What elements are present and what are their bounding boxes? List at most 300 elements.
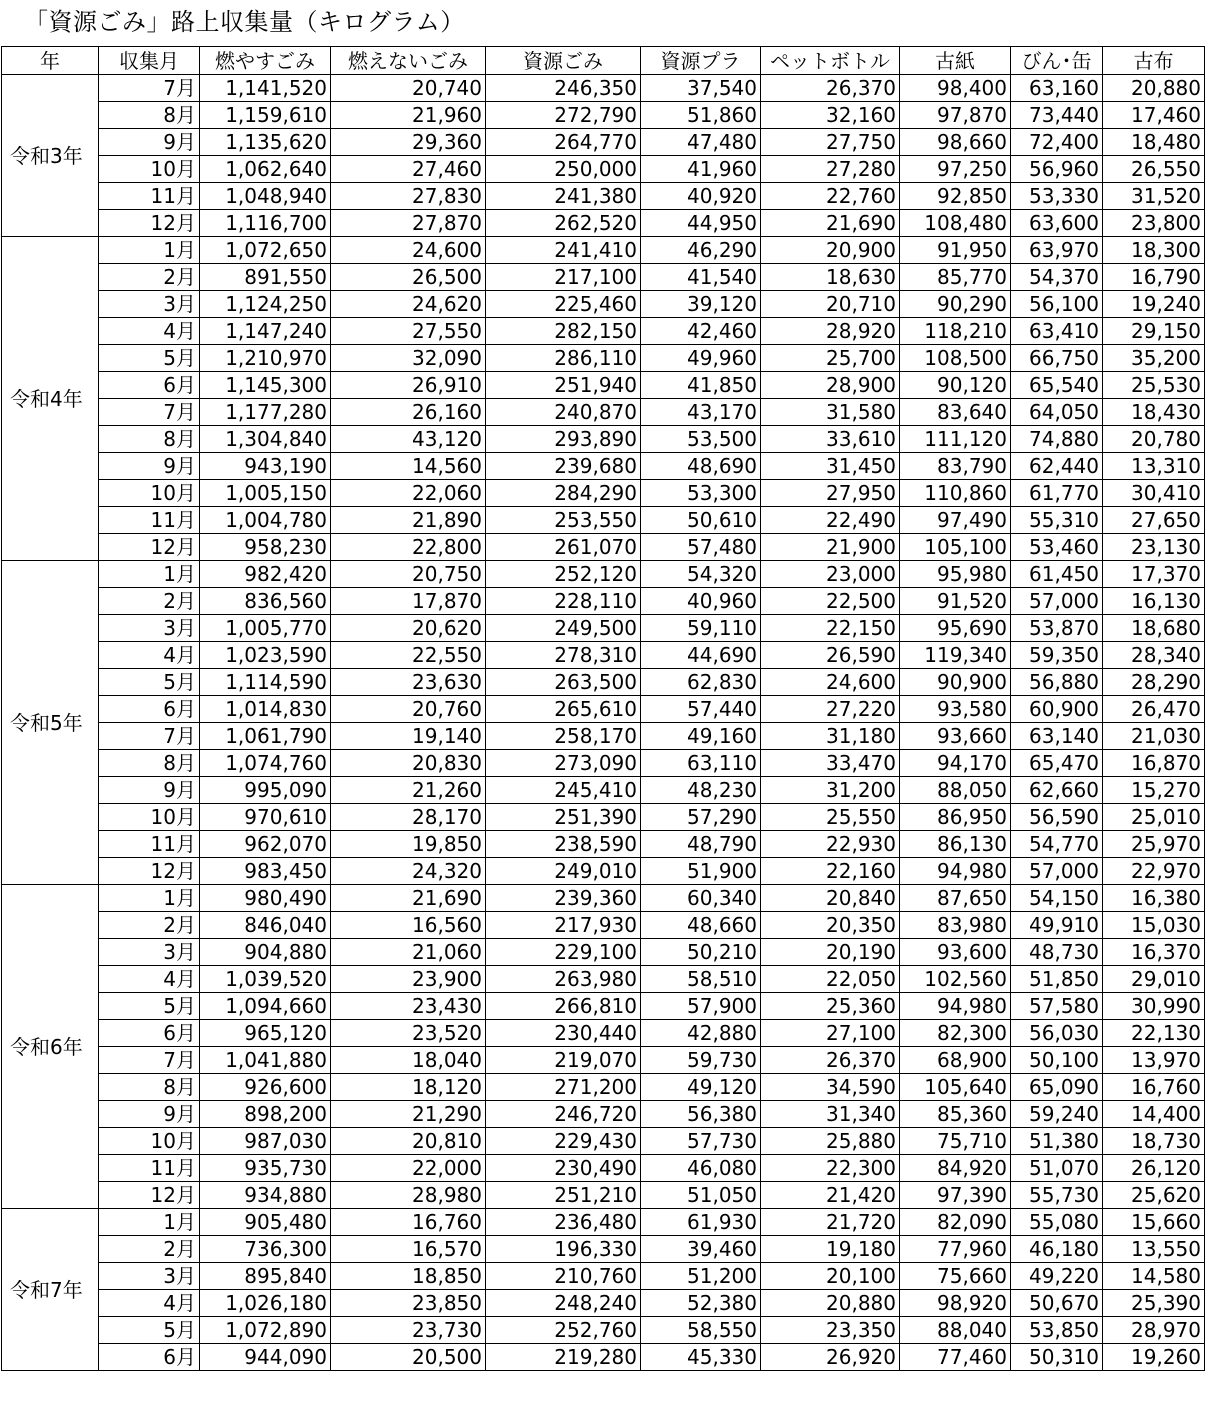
value-cell: 983,450 [200, 858, 331, 885]
table-row [2, 1047, 1205, 1074]
month-cell: 2月 [99, 264, 200, 291]
value-cell: 26,160 [331, 399, 486, 426]
value-cell: 24,600 [331, 237, 486, 264]
value-cell: 94,980 [900, 858, 1011, 885]
month-cell: 6月 [99, 1344, 200, 1371]
value-cell: 17,460 [1103, 102, 1205, 129]
value-cell: 20,710 [761, 291, 900, 318]
value-cell: 62,830 [641, 669, 761, 696]
value-cell: 59,110 [641, 615, 761, 642]
value-cell: 52,380 [641, 1290, 761, 1317]
value-cell: 17,870 [331, 588, 486, 615]
value-cell: 48,730 [1011, 939, 1103, 966]
value-cell: 895,840 [200, 1263, 331, 1290]
value-cell: 261,070 [486, 534, 641, 561]
value-cell: 20,880 [761, 1290, 900, 1317]
value-cell: 284,290 [486, 480, 641, 507]
value-cell: 17,370 [1103, 561, 1205, 588]
value-cell: 228,110 [486, 588, 641, 615]
table-row [2, 264, 1205, 291]
value-cell: 53,500 [641, 426, 761, 453]
value-cell: 278,310 [486, 642, 641, 669]
value-cell: 21,060 [331, 939, 486, 966]
month-cell: 7月 [99, 1047, 200, 1074]
value-cell: 22,130 [1103, 1020, 1205, 1047]
value-cell: 18,730 [1103, 1128, 1205, 1155]
month-cell: 7月 [99, 723, 200, 750]
month-cell: 10月 [99, 1128, 200, 1155]
value-cell: 26,920 [761, 1344, 900, 1371]
value-cell: 60,340 [641, 885, 761, 912]
value-cell: 238,590 [486, 831, 641, 858]
column-header: 燃えないごみ [331, 47, 486, 75]
value-cell: 16,870 [1103, 750, 1205, 777]
table-row [2, 966, 1205, 993]
value-cell: 846,040 [200, 912, 331, 939]
month-cell: 8月 [99, 102, 200, 129]
value-cell: 1,048,940 [200, 183, 331, 210]
value-cell: 91,520 [900, 588, 1011, 615]
value-cell: 56,100 [1011, 291, 1103, 318]
value-cell: 62,440 [1011, 453, 1103, 480]
value-cell: 27,650 [1103, 507, 1205, 534]
value-cell: 19,260 [1103, 1344, 1205, 1371]
value-cell: 53,850 [1011, 1317, 1103, 1344]
value-cell: 1,116,700 [200, 210, 331, 237]
table-row [2, 399, 1205, 426]
value-cell: 29,010 [1103, 966, 1205, 993]
value-cell: 118,210 [900, 318, 1011, 345]
value-cell: 1,026,180 [200, 1290, 331, 1317]
value-cell: 85,770 [900, 264, 1011, 291]
value-cell: 90,120 [900, 372, 1011, 399]
table-row [2, 1317, 1205, 1344]
month-cell: 1月 [99, 885, 200, 912]
value-cell: 271,200 [486, 1074, 641, 1101]
value-cell: 54,150 [1011, 885, 1103, 912]
value-cell: 20,100 [761, 1263, 900, 1290]
value-cell: 56,880 [1011, 669, 1103, 696]
value-cell: 45,330 [641, 1344, 761, 1371]
value-cell: 23,350 [761, 1317, 900, 1344]
value-cell: 1,135,620 [200, 129, 331, 156]
value-cell: 230,490 [486, 1155, 641, 1182]
table-header [2, 47, 1205, 75]
value-cell: 97,250 [900, 156, 1011, 183]
value-cell: 68,900 [900, 1047, 1011, 1074]
value-cell: 20,810 [331, 1128, 486, 1155]
value-cell: 57,290 [641, 804, 761, 831]
table-row [2, 183, 1205, 210]
value-cell: 1,094,660 [200, 993, 331, 1020]
value-cell: 61,930 [641, 1209, 761, 1236]
table-row [2, 858, 1205, 885]
value-cell: 31,450 [761, 453, 900, 480]
value-cell: 108,480 [900, 210, 1011, 237]
value-cell: 54,370 [1011, 264, 1103, 291]
table-row [2, 588, 1205, 615]
value-cell: 20,500 [331, 1344, 486, 1371]
value-cell: 15,270 [1103, 777, 1205, 804]
value-cell: 19,850 [331, 831, 486, 858]
month-cell: 1月 [99, 1209, 200, 1236]
value-cell: 18,040 [331, 1047, 486, 1074]
table-row [2, 345, 1205, 372]
value-cell: 57,580 [1011, 993, 1103, 1020]
value-cell: 262,520 [486, 210, 641, 237]
value-cell: 59,350 [1011, 642, 1103, 669]
value-cell: 16,130 [1103, 588, 1205, 615]
value-cell: 95,690 [900, 615, 1011, 642]
month-cell: 5月 [99, 345, 200, 372]
value-cell: 14,400 [1103, 1101, 1205, 1128]
value-cell: 27,550 [331, 318, 486, 345]
value-cell: 18,430 [1103, 399, 1205, 426]
value-cell: 246,720 [486, 1101, 641, 1128]
value-cell: 51,070 [1011, 1155, 1103, 1182]
month-cell: 4月 [99, 642, 200, 669]
value-cell: 49,910 [1011, 912, 1103, 939]
value-cell: 21,030 [1103, 723, 1205, 750]
value-cell: 61,770 [1011, 480, 1103, 507]
value-cell: 63,410 [1011, 318, 1103, 345]
table-row [2, 1020, 1205, 1047]
value-cell: 93,660 [900, 723, 1011, 750]
table-row [2, 534, 1205, 561]
table-row [2, 75, 1205, 102]
value-cell: 28,340 [1103, 642, 1205, 669]
value-cell: 51,860 [641, 102, 761, 129]
value-cell: 84,920 [900, 1155, 1011, 1182]
value-cell: 119,340 [900, 642, 1011, 669]
value-cell: 258,170 [486, 723, 641, 750]
table-row [2, 426, 1205, 453]
value-cell: 239,680 [486, 453, 641, 480]
value-cell: 25,550 [761, 804, 900, 831]
value-cell: 30,990 [1103, 993, 1205, 1020]
value-cell: 28,900 [761, 372, 900, 399]
value-cell: 77,960 [900, 1236, 1011, 1263]
value-cell: 55,730 [1011, 1182, 1103, 1209]
month-cell: 7月 [99, 75, 200, 102]
value-cell: 31,200 [761, 777, 900, 804]
month-cell: 5月 [99, 669, 200, 696]
value-cell: 252,120 [486, 561, 641, 588]
value-cell: 98,400 [900, 75, 1011, 102]
table-row [2, 804, 1205, 831]
value-cell: 61,450 [1011, 561, 1103, 588]
month-cell: 4月 [99, 1290, 200, 1317]
value-cell: 246,350 [486, 75, 641, 102]
table-row [2, 696, 1205, 723]
value-cell: 55,310 [1011, 507, 1103, 534]
column-header: 収集月 [99, 47, 200, 75]
value-cell: 1,062,640 [200, 156, 331, 183]
value-cell: 26,550 [1103, 156, 1205, 183]
value-cell: 219,280 [486, 1344, 641, 1371]
value-cell: 88,040 [900, 1317, 1011, 1344]
value-cell: 51,200 [641, 1263, 761, 1290]
value-cell: 1,039,520 [200, 966, 331, 993]
value-cell: 60,900 [1011, 696, 1103, 723]
value-cell: 54,320 [641, 561, 761, 588]
value-cell: 13,550 [1103, 1236, 1205, 1263]
table-row [2, 561, 1205, 588]
value-cell: 1,210,970 [200, 345, 331, 372]
table-row [2, 1155, 1205, 1182]
value-cell: 20,750 [331, 561, 486, 588]
month-cell: 12月 [99, 858, 200, 885]
value-cell: 30,410 [1103, 480, 1205, 507]
value-cell: 59,240 [1011, 1101, 1103, 1128]
value-cell: 25,390 [1103, 1290, 1205, 1317]
value-cell: 20,900 [761, 237, 900, 264]
value-cell: 241,380 [486, 183, 641, 210]
value-cell: 217,100 [486, 264, 641, 291]
value-cell: 943,190 [200, 453, 331, 480]
table-row [2, 1182, 1205, 1209]
value-cell: 1,041,880 [200, 1047, 331, 1074]
value-cell: 83,640 [900, 399, 1011, 426]
value-cell: 57,480 [641, 534, 761, 561]
value-cell: 65,090 [1011, 1074, 1103, 1101]
value-cell: 29,150 [1103, 318, 1205, 345]
value-cell: 27,830 [331, 183, 486, 210]
value-cell: 50,210 [641, 939, 761, 966]
value-cell: 93,600 [900, 939, 1011, 966]
table-row [2, 1101, 1205, 1128]
value-cell: 27,750 [761, 129, 900, 156]
month-cell: 8月 [99, 426, 200, 453]
value-cell: 44,690 [641, 642, 761, 669]
header-row [2, 47, 1205, 75]
value-cell: 34,590 [761, 1074, 900, 1101]
value-cell: 21,900 [761, 534, 900, 561]
month-cell: 10月 [99, 804, 200, 831]
value-cell: 51,900 [641, 858, 761, 885]
value-cell: 95,980 [900, 561, 1011, 588]
value-cell: 22,000 [331, 1155, 486, 1182]
table-row [2, 129, 1205, 156]
value-cell: 41,540 [641, 264, 761, 291]
value-cell: 21,260 [331, 777, 486, 804]
table-row [2, 831, 1205, 858]
value-cell: 21,690 [761, 210, 900, 237]
month-cell: 4月 [99, 966, 200, 993]
month-cell: 9月 [99, 453, 200, 480]
year-cell: 令和4年 [2, 237, 99, 561]
value-cell: 965,120 [200, 1020, 331, 1047]
month-cell: 12月 [99, 210, 200, 237]
value-cell: 98,920 [900, 1290, 1011, 1317]
month-cell: 4月 [99, 318, 200, 345]
value-cell: 22,300 [761, 1155, 900, 1182]
value-cell: 43,120 [331, 426, 486, 453]
value-cell: 22,760 [761, 183, 900, 210]
value-cell: 57,000 [1011, 588, 1103, 615]
value-cell: 58,550 [641, 1317, 761, 1344]
value-cell: 57,900 [641, 993, 761, 1020]
value-cell: 987,030 [200, 1128, 331, 1155]
month-cell: 11月 [99, 183, 200, 210]
month-cell: 3月 [99, 291, 200, 318]
value-cell: 57,440 [641, 696, 761, 723]
value-cell: 40,920 [641, 183, 761, 210]
value-cell: 39,120 [641, 291, 761, 318]
value-cell: 1,005,770 [200, 615, 331, 642]
value-cell: 217,930 [486, 912, 641, 939]
value-cell: 53,300 [641, 480, 761, 507]
value-cell: 26,470 [1103, 696, 1205, 723]
value-cell: 92,850 [900, 183, 1011, 210]
column-header: 資源ごみ [486, 47, 641, 75]
value-cell: 58,510 [641, 966, 761, 993]
value-cell: 239,360 [486, 885, 641, 912]
value-cell: 90,290 [900, 291, 1011, 318]
value-cell: 49,960 [641, 345, 761, 372]
value-cell: 51,380 [1011, 1128, 1103, 1155]
value-cell: 1,004,780 [200, 507, 331, 534]
value-cell: 48,790 [641, 831, 761, 858]
month-cell: 11月 [99, 1155, 200, 1182]
value-cell: 25,880 [761, 1128, 900, 1155]
value-cell: 25,970 [1103, 831, 1205, 858]
value-cell: 93,580 [900, 696, 1011, 723]
value-cell: 898,200 [200, 1101, 331, 1128]
value-cell: 20,190 [761, 939, 900, 966]
value-cell: 19,240 [1103, 291, 1205, 318]
column-header: 年 [2, 47, 99, 75]
value-cell: 41,960 [641, 156, 761, 183]
value-cell: 1,159,610 [200, 102, 331, 129]
value-cell: 26,370 [761, 75, 900, 102]
value-cell: 293,890 [486, 426, 641, 453]
value-cell: 63,970 [1011, 237, 1103, 264]
value-cell: 22,160 [761, 858, 900, 885]
value-cell: 249,010 [486, 858, 641, 885]
value-cell: 23,000 [761, 561, 900, 588]
value-cell: 97,870 [900, 102, 1011, 129]
month-cell: 6月 [99, 696, 200, 723]
month-cell: 1月 [99, 237, 200, 264]
value-cell: 87,650 [900, 885, 1011, 912]
value-cell: 97,390 [900, 1182, 1011, 1209]
value-cell: 23,800 [1103, 210, 1205, 237]
value-cell: 1,014,830 [200, 696, 331, 723]
month-cell: 9月 [99, 777, 200, 804]
table-row [2, 912, 1205, 939]
value-cell: 22,500 [761, 588, 900, 615]
value-cell: 86,950 [900, 804, 1011, 831]
month-cell: 5月 [99, 1317, 200, 1344]
value-cell: 1,147,240 [200, 318, 331, 345]
value-cell: 88,050 [900, 777, 1011, 804]
value-cell: 18,850 [331, 1263, 486, 1290]
value-cell: 28,290 [1103, 669, 1205, 696]
table-row [2, 237, 1205, 264]
value-cell: 18,480 [1103, 129, 1205, 156]
table-row [2, 939, 1205, 966]
value-cell: 26,120 [1103, 1155, 1205, 1182]
value-cell: 50,310 [1011, 1344, 1103, 1371]
value-cell: 891,550 [200, 264, 331, 291]
table-row [2, 1236, 1205, 1263]
value-cell: 50,100 [1011, 1047, 1103, 1074]
value-cell: 272,790 [486, 102, 641, 129]
value-cell: 251,210 [486, 1182, 641, 1209]
value-cell: 75,660 [900, 1263, 1011, 1290]
value-cell: 1,005,150 [200, 480, 331, 507]
value-cell: 27,950 [761, 480, 900, 507]
value-cell: 21,690 [331, 885, 486, 912]
value-cell: 49,220 [1011, 1263, 1103, 1290]
value-cell: 23,630 [331, 669, 486, 696]
value-cell: 50,670 [1011, 1290, 1103, 1317]
value-cell: 37,540 [641, 75, 761, 102]
value-cell: 252,760 [486, 1317, 641, 1344]
value-cell: 266,810 [486, 993, 641, 1020]
column-header: 資源プラ [641, 47, 761, 75]
value-cell: 16,370 [1103, 939, 1205, 966]
table-row [2, 372, 1205, 399]
value-cell: 21,890 [331, 507, 486, 534]
value-cell: 57,730 [641, 1128, 761, 1155]
table-row [2, 1128, 1205, 1155]
value-cell: 27,100 [761, 1020, 900, 1047]
value-cell: 1,141,520 [200, 75, 331, 102]
value-cell: 236,480 [486, 1209, 641, 1236]
value-cell: 35,200 [1103, 345, 1205, 372]
value-cell: 22,050 [761, 966, 900, 993]
column-header: びん･缶 [1011, 47, 1103, 75]
value-cell: 24,320 [331, 858, 486, 885]
value-cell: 241,410 [486, 237, 641, 264]
value-cell: 196,330 [486, 1236, 641, 1263]
value-cell: 16,760 [1103, 1074, 1205, 1101]
value-cell: 49,120 [641, 1074, 761, 1101]
month-cell: 1月 [99, 561, 200, 588]
value-cell: 20,780 [1103, 426, 1205, 453]
value-cell: 944,090 [200, 1344, 331, 1371]
value-cell: 13,970 [1103, 1047, 1205, 1074]
value-cell: 16,760 [331, 1209, 486, 1236]
value-cell: 23,130 [1103, 534, 1205, 561]
value-cell: 63,600 [1011, 210, 1103, 237]
month-cell: 12月 [99, 534, 200, 561]
value-cell: 1,304,840 [200, 426, 331, 453]
value-cell: 18,630 [761, 264, 900, 291]
value-cell: 64,050 [1011, 399, 1103, 426]
value-cell: 65,540 [1011, 372, 1103, 399]
value-cell: 42,880 [641, 1020, 761, 1047]
month-cell: 9月 [99, 129, 200, 156]
value-cell: 20,620 [331, 615, 486, 642]
value-cell: 83,790 [900, 453, 1011, 480]
value-cell: 25,010 [1103, 804, 1205, 831]
value-cell: 24,600 [761, 669, 900, 696]
value-cell: 46,290 [641, 237, 761, 264]
value-cell: 46,180 [1011, 1236, 1103, 1263]
column-header: 燃やすごみ [200, 47, 331, 75]
value-cell: 98,660 [900, 129, 1011, 156]
value-cell: 15,030 [1103, 912, 1205, 939]
value-cell: 90,900 [900, 669, 1011, 696]
value-cell: 20,840 [761, 885, 900, 912]
value-cell: 1,072,890 [200, 1317, 331, 1344]
month-cell: 2月 [99, 1236, 200, 1263]
value-cell: 26,590 [761, 642, 900, 669]
table-row [2, 318, 1205, 345]
